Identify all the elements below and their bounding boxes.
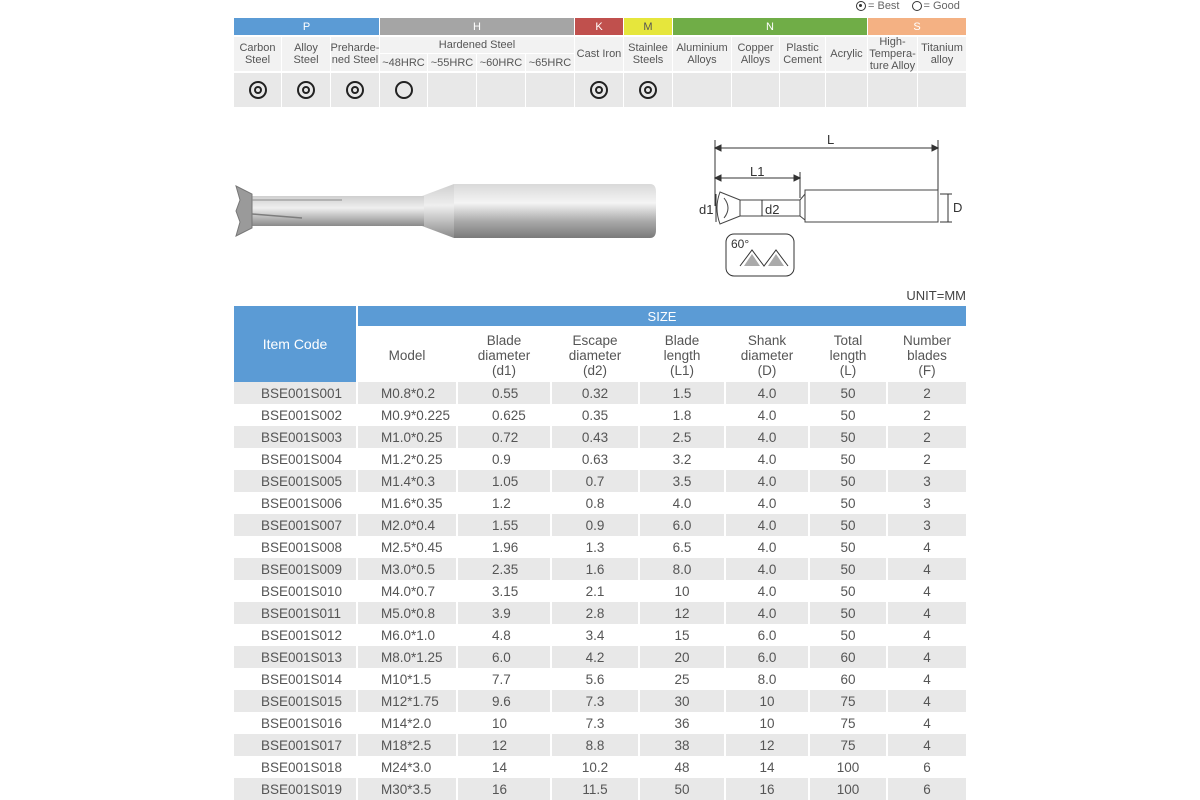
rating-legend	[856, 0, 960, 12]
value-cell: 4.8	[492, 627, 511, 643]
column-header: Escape diameter (d2)	[568, 332, 622, 378]
item-code-cell: BSE001S003	[261, 429, 343, 445]
value-cell: 0.7	[585, 473, 605, 489]
value-cell: 4	[923, 627, 931, 643]
legend-good-label: = Good	[923, 0, 960, 12]
material-rating-cell	[826, 73, 867, 107]
value-cell: 36	[674, 715, 690, 731]
table-row	[234, 734, 966, 756]
material-rating-cell	[477, 73, 525, 107]
best-rating-icon	[856, 1, 866, 11]
value-cell: 2	[923, 429, 931, 445]
item-code-cell: BSE001S005	[261, 473, 343, 489]
table-row	[234, 624, 966, 646]
value-cell: 4.0	[757, 385, 777, 401]
value-cell: 4.0	[757, 407, 777, 423]
model-cell: M1.6*0.35	[381, 495, 443, 511]
value-cell: 4	[923, 737, 931, 753]
material-column-label: Aluminium Alloys	[673, 37, 731, 71]
value-cell: 4	[923, 583, 931, 599]
material-rating-cell	[918, 73, 966, 107]
material-rating-cell	[575, 73, 623, 107]
value-cell: 2.8	[585, 605, 605, 621]
material-column-label: ~55HRC	[428, 54, 476, 71]
item-code-cell: BSE001S018	[261, 759, 343, 775]
unit-label: UNIT=MM	[906, 288, 966, 303]
material-column-label: ~60HRC	[477, 54, 525, 71]
item-code-cell: BSE001S014	[261, 671, 343, 687]
value-cell: 6.5	[672, 539, 692, 555]
table-row	[234, 690, 966, 712]
best-rating-icon	[297, 81, 315, 99]
value-cell: 4.0	[757, 517, 777, 533]
value-cell: 6	[923, 759, 931, 775]
tool-shank	[454, 184, 656, 238]
value-cell: 6.0	[757, 649, 777, 665]
value-cell: 60	[840, 649, 856, 665]
value-cell: 10	[492, 715, 508, 731]
value-cell: 0.32	[581, 385, 609, 401]
column-divider	[638, 382, 640, 800]
column-header: Blade diameter (d1)	[477, 332, 531, 378]
material-group-p: P	[234, 18, 379, 35]
value-cell: 50	[840, 605, 856, 621]
value-cell: 4	[923, 561, 931, 577]
value-cell: 4.0	[757, 495, 777, 511]
value-cell: 8.0	[757, 671, 777, 687]
value-cell: 1.8	[672, 407, 692, 423]
material-group-m: M	[624, 18, 672, 35]
material-column-label: ~65HRC	[526, 54, 574, 71]
best-rating-icon	[639, 81, 657, 99]
material-group-s: S	[868, 18, 966, 35]
value-cell: 4	[923, 693, 931, 709]
value-cell: 6.0	[672, 517, 692, 533]
item-code-cell: BSE001S013	[261, 649, 343, 665]
table-row	[234, 404, 966, 426]
model-cell: M4.0*0.7	[381, 583, 436, 599]
value-cell: 1.96	[492, 539, 519, 555]
material-column-label: Plastic Cement	[780, 37, 825, 71]
table-row	[234, 712, 966, 734]
model-cell: M1.4*0.3	[381, 473, 436, 489]
value-cell: 3.9	[492, 605, 511, 621]
tool-taper	[422, 184, 454, 238]
hardened-steel-label: Hardened Steel	[380, 37, 574, 53]
model-cell: M2.0*0.4	[381, 517, 436, 533]
material-group-h: H	[380, 18, 574, 35]
value-cell: 50	[840, 451, 856, 467]
item-code-cell: BSE001S011	[261, 605, 342, 621]
value-cell: 0.9	[492, 451, 511, 467]
model-cell: M18*2.5	[381, 737, 432, 753]
value-cell: 11.5	[582, 781, 608, 797]
model-cell: M1.2*0.25	[381, 451, 443, 467]
value-cell: 50	[840, 407, 856, 423]
value-cell: 4.0	[672, 495, 692, 511]
model-cell: M14*2.0	[381, 715, 432, 731]
value-cell: 20	[674, 649, 690, 665]
column-divider	[356, 382, 358, 800]
value-cell: 4.0	[757, 583, 777, 599]
value-cell: 4.0	[757, 539, 777, 555]
value-cell: 3.15	[492, 583, 519, 599]
value-cell: 0.43	[581, 429, 609, 445]
label-total-length: L	[827, 132, 835, 147]
size-header: SIZE	[358, 306, 966, 326]
material-column-label: Titanium alloy	[918, 37, 966, 71]
value-cell: 3.5	[672, 473, 692, 489]
material-rating-cell	[380, 73, 427, 107]
value-cell: 7.3	[585, 693, 605, 709]
value-cell: 1.05	[492, 473, 519, 489]
value-cell: 3	[923, 473, 931, 489]
item-code-cell: BSE001S015	[261, 693, 343, 709]
item-code-cell: BSE001S016	[261, 715, 343, 731]
value-cell: 2.1	[585, 583, 605, 599]
material-rating-cell	[868, 73, 917, 107]
table-row	[234, 558, 966, 580]
column-divider	[550, 382, 552, 800]
value-cell: 7.3	[585, 715, 605, 731]
value-cell: 50	[840, 627, 856, 643]
value-cell: 7.7	[492, 671, 511, 687]
column-divider	[724, 382, 726, 800]
column-divider	[886, 382, 888, 800]
value-cell: 3.4	[585, 627, 605, 643]
material-rating-cell	[624, 73, 672, 107]
table-row	[234, 382, 966, 404]
table-row	[234, 668, 966, 690]
value-cell: 0.625	[492, 407, 526, 423]
value-cell: 8.0	[672, 561, 692, 577]
item-code-header: Item Code	[234, 306, 356, 382]
item-code-cell: BSE001S007	[261, 517, 343, 533]
material-column-label: Stainlee Steels	[624, 37, 672, 71]
value-cell: 4	[923, 671, 931, 687]
value-cell: 2	[923, 451, 931, 467]
item-code-cell: BSE001S001	[261, 385, 343, 401]
value-cell: 4	[923, 539, 931, 555]
value-cell: 2	[923, 385, 931, 401]
value-cell: 100	[836, 759, 860, 775]
value-cell: 50	[840, 583, 856, 599]
item-code-cell: BSE001S008	[261, 539, 343, 555]
value-cell: 4.0	[757, 561, 777, 577]
column-divider	[808, 382, 810, 800]
model-cell: M30*3.5	[381, 781, 432, 797]
item-code-cell: BSE001S010	[261, 583, 343, 599]
value-cell: 4.0	[757, 473, 777, 489]
value-cell: 16	[759, 781, 775, 797]
value-cell: 0.72	[492, 429, 519, 445]
table-row	[234, 470, 966, 492]
value-cell: 10	[759, 715, 775, 731]
table-row	[234, 602, 966, 624]
value-cell: 12	[492, 737, 508, 753]
value-cell: 3	[923, 517, 931, 533]
best-rating-icon	[346, 81, 364, 99]
value-cell: 0.8	[585, 495, 605, 511]
value-cell: 12	[674, 605, 690, 621]
good-rating-icon	[912, 1, 922, 11]
value-cell: 50	[840, 385, 856, 401]
good-rating-icon	[395, 81, 413, 99]
table-row	[234, 514, 966, 536]
legend-best-label: = Best	[868, 0, 900, 12]
value-cell: 4.0	[757, 429, 777, 445]
model-cell: M5.0*0.8	[381, 605, 436, 621]
material-column-label: Acrylic	[826, 37, 867, 71]
best-rating-icon	[590, 81, 608, 99]
tool-photo	[232, 178, 662, 244]
value-cell: 6.0	[757, 627, 777, 643]
model-cell: M12*1.75	[381, 693, 439, 709]
value-cell: 2	[923, 407, 931, 423]
value-cell: 75	[840, 715, 856, 731]
column-header: Shank diameter (D)	[740, 332, 794, 378]
tool-cutting-head	[236, 186, 252, 236]
value-cell: 38	[674, 737, 690, 753]
model-cell: M0.9*0.225	[381, 407, 451, 423]
column-header: Model	[388, 347, 426, 363]
value-cell: 6	[923, 781, 931, 797]
value-cell: 16	[492, 781, 508, 797]
model-cell: M2.5*0.45	[381, 539, 443, 555]
value-cell: 5.6	[585, 671, 605, 687]
value-cell: 30	[674, 693, 690, 709]
column-divider	[456, 382, 458, 800]
value-cell: 2.35	[492, 561, 519, 577]
value-cell: 4	[923, 649, 931, 665]
value-cell: 14	[492, 759, 508, 775]
value-cell: 75	[840, 737, 856, 753]
value-cell: 50	[840, 561, 856, 577]
value-cell: 50	[840, 517, 856, 533]
value-cell: 0.35	[581, 407, 609, 423]
value-cell: 0.9	[585, 517, 605, 533]
material-column-label: Carbon Steel	[234, 37, 281, 71]
material-group-n: N	[673, 18, 867, 35]
model-cell: M0.8*0.2	[381, 385, 436, 401]
value-cell: 0.63	[581, 451, 609, 467]
value-cell: 10	[674, 583, 690, 599]
table-row	[234, 536, 966, 558]
value-cell: 10	[759, 693, 775, 709]
material-rating-cell	[732, 73, 779, 107]
column-header: Blade length (L1)	[663, 332, 701, 378]
model-cell: M10*1.5	[381, 671, 432, 687]
item-code-cell: BSE001S012	[261, 627, 343, 643]
value-cell: 75	[840, 693, 856, 709]
value-cell: 50	[674, 781, 690, 797]
value-cell: 25	[674, 671, 690, 687]
model-cell: M1.0*0.25	[381, 429, 443, 445]
material-column-label: ~48HRC	[380, 54, 427, 71]
value-cell: 50	[840, 429, 856, 445]
item-code-cell: BSE001S017	[261, 737, 343, 753]
model-cell: M8.0*1.25	[381, 649, 443, 665]
material-rating-cell	[780, 73, 825, 107]
value-cell: 50	[840, 539, 856, 555]
material-rating-cell	[428, 73, 476, 107]
value-cell: 50	[840, 473, 856, 489]
model-cell: M3.0*0.5	[381, 561, 436, 577]
material-rating-cell	[282, 73, 330, 107]
column-header: Total length (L)	[829, 332, 867, 378]
tool-dimension-drawing	[660, 128, 980, 288]
material-rating-cell	[526, 73, 574, 107]
item-code-cell: BSE001S002	[261, 407, 343, 423]
value-cell: 1.2	[492, 495, 511, 511]
table-row	[234, 756, 966, 778]
item-code-cell: BSE001S019	[261, 781, 343, 797]
material-column-label: Cast Iron	[575, 37, 623, 71]
value-cell: 4	[923, 605, 931, 621]
material-rating-cell	[234, 73, 281, 107]
table-row	[234, 426, 966, 448]
material-rating-cell	[673, 73, 731, 107]
material-column-label: Alloy Steel	[282, 37, 330, 71]
table-row	[234, 580, 966, 602]
table-row	[234, 646, 966, 668]
value-cell: 15	[674, 627, 690, 643]
material-column-label: Copper Alloys	[732, 37, 779, 71]
material-column-label: Preharde- ned Steel	[331, 37, 379, 71]
value-cell: 1.3	[585, 539, 605, 555]
value-cell: 1.55	[492, 517, 519, 533]
label-blade-diameter: d1	[699, 202, 714, 217]
material-column-label: High- Tempera- ture Alloy	[869, 36, 916, 72]
item-code-cell: BSE001S006	[261, 495, 343, 511]
table-row	[234, 492, 966, 514]
value-cell: 12	[759, 737, 775, 753]
best-rating-icon	[249, 81, 267, 99]
material-group-k: K	[575, 18, 623, 35]
value-cell: 4.2	[585, 649, 605, 665]
value-cell: 60	[840, 671, 856, 687]
table-row	[234, 778, 966, 800]
model-cell: M6.0*1.0	[381, 627, 436, 643]
value-cell: 3.2	[672, 451, 692, 467]
value-cell: 2.5	[672, 429, 692, 445]
table-row	[234, 448, 966, 470]
value-cell: 1.6	[585, 561, 605, 577]
item-code-cell: BSE001S009	[261, 561, 343, 577]
value-cell: 10.2	[581, 759, 609, 775]
value-cell: 4.0	[757, 605, 777, 621]
value-cell: 1.5	[672, 385, 692, 401]
column-header: Number blades (F)	[902, 332, 951, 378]
label-escape-diameter: d2	[765, 202, 780, 217]
value-cell: 8.8	[585, 737, 605, 753]
label-shank-diameter: D	[953, 200, 963, 215]
value-cell: 9.6	[492, 693, 511, 709]
label-thread-angle: 60°	[731, 237, 750, 251]
model-cell: M24*3.0	[381, 759, 432, 775]
item-code-cell: BSE001S004	[261, 451, 343, 467]
value-cell: 6.0	[492, 649, 511, 665]
value-cell: 4	[923, 715, 931, 731]
value-cell: 48	[674, 759, 690, 775]
value-cell: 14	[759, 759, 775, 775]
value-cell: 4.0	[757, 451, 777, 467]
label-blade-length: L1	[750, 164, 765, 179]
value-cell: 0.55	[492, 385, 519, 401]
material-rating-cell	[331, 73, 379, 107]
value-cell: 3	[923, 495, 931, 511]
value-cell: 100	[836, 781, 860, 797]
value-cell: 50	[840, 495, 856, 511]
